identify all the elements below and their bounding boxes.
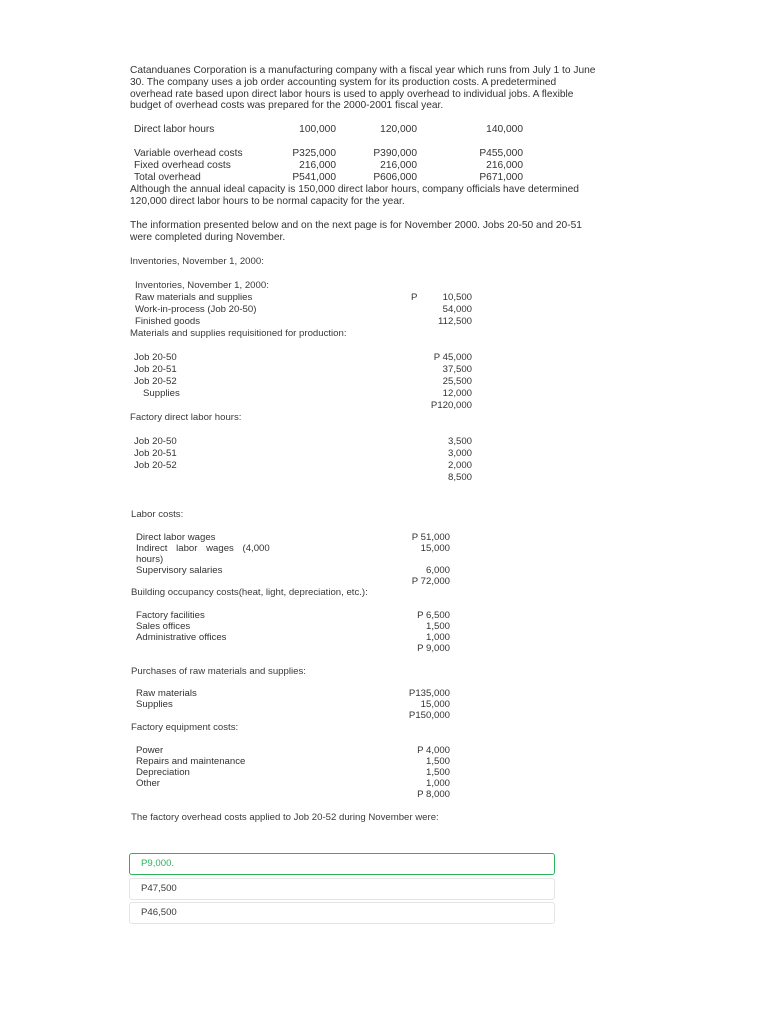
answer-choice[interactable]: P47,500 bbox=[129, 878, 555, 900]
item-label: Raw materials and supplies bbox=[135, 292, 253, 303]
item-label: Supplies bbox=[143, 388, 180, 399]
item-label: Indirect labor wages (4,000 bbox=[136, 543, 270, 554]
budget-hours-label: Direct labor hours bbox=[134, 124, 215, 135]
labor-costs-heading: Labor costs: bbox=[131, 509, 184, 520]
item-label: Administrative offices bbox=[136, 632, 227, 643]
item-value: 1,500 bbox=[425, 756, 450, 767]
item-label: Power bbox=[136, 745, 164, 756]
inventories-subheading: Inventories, November 1, 2000: bbox=[135, 280, 269, 291]
currency-prefix: P bbox=[411, 292, 418, 303]
list-item bbox=[134, 364, 474, 376]
item-value: P 6,500 bbox=[417, 610, 450, 621]
budget-row-label: Fixed overhead costs bbox=[134, 160, 231, 171]
labor-hours-heading: Factory direct labor hours: bbox=[130, 412, 242, 423]
list-item bbox=[134, 388, 474, 400]
total-value: 8,500 bbox=[447, 472, 472, 483]
item-label: Finished goods bbox=[135, 316, 201, 327]
budget-hours-3: 140,000 bbox=[486, 124, 523, 135]
item-value: 112,500 bbox=[438, 316, 472, 327]
item-value: 1,000 bbox=[425, 632, 450, 643]
list-total bbox=[136, 789, 456, 801]
list-item bbox=[134, 436, 474, 448]
info-note: The information presented below and on the next page is for November 2000. Jobs 20-50 and 20-51 were completed during November. bbox=[130, 220, 582, 243]
total-value: P150,000 bbox=[408, 710, 450, 721]
budget-row-label: Variable overhead costs bbox=[134, 148, 243, 159]
budget-cell: P606,000 bbox=[373, 172, 417, 183]
item-value: 25,500 bbox=[442, 376, 472, 387]
item-label: hours) bbox=[136, 554, 164, 565]
item-value: 1,500 bbox=[425, 767, 450, 778]
item-value: 54,000 bbox=[442, 304, 472, 315]
item-label: Job 20-52 bbox=[134, 460, 177, 471]
list-item bbox=[135, 304, 475, 316]
item-label: Work-in-process (Job 20-50) bbox=[135, 304, 257, 315]
equipment-heading: Factory equipment costs: bbox=[131, 722, 239, 733]
item-value: 6,000 bbox=[425, 565, 450, 576]
list-item bbox=[135, 292, 475, 304]
intro-paragraph: Catanduanes Corporation is a manufacturing company with a fiscal year which runs from July 1 to June 30. The company uses a job order accounting system for its production costs. A predetermined overhead rate based upon direct labor hours is used to apply overhead to individual jobs. A flexible budget of overhead costs was prepared for the 2000-2001 fiscal year. bbox=[130, 65, 596, 112]
item-label: Direct labor wages bbox=[136, 532, 216, 543]
budget-cell: P455,000 bbox=[479, 148, 523, 159]
budget-cell: P390,000 bbox=[373, 148, 417, 159]
list-total bbox=[136, 643, 456, 655]
list-item bbox=[134, 376, 474, 388]
item-value: P 4,000 bbox=[417, 745, 450, 756]
list-total bbox=[136, 710, 456, 722]
item-value: 2,000 bbox=[447, 460, 472, 471]
question-text: The factory overhead costs applied to Job 20-52 during November were: bbox=[131, 812, 439, 823]
budget-hours-1: 100,000 bbox=[299, 124, 336, 135]
item-value: 15,000 bbox=[420, 543, 450, 554]
list-item bbox=[134, 448, 474, 460]
item-label: Job 20-51 bbox=[134, 448, 177, 459]
item-value: 1,000 bbox=[425, 778, 450, 789]
item-value: 10,500 bbox=[442, 292, 472, 303]
item-label: Job 20-50 bbox=[134, 436, 177, 447]
occupancy-heading: Building occupancy costs(heat, light, depreciation, etc.): bbox=[131, 587, 368, 598]
capacity-note: Although the annual ideal capacity is 150,000 direct labor hours, company officials have determined 120,000 direct labor hours to be normal capacity for the year. bbox=[130, 184, 579, 207]
item-value: 12,000 bbox=[442, 388, 472, 399]
item-value: 3,000 bbox=[447, 448, 472, 459]
item-label: Depreciation bbox=[136, 767, 190, 778]
budget-cell: 216,000 bbox=[299, 160, 336, 171]
budget-cell: P671,000 bbox=[479, 172, 523, 183]
item-label: Repairs and maintenance bbox=[136, 756, 246, 767]
total-value: P 72,000 bbox=[411, 576, 450, 587]
list-item bbox=[134, 352, 474, 364]
total-value: P 8,000 bbox=[417, 789, 450, 800]
item-label: Supervisory salaries bbox=[136, 565, 223, 576]
item-label: Raw materials bbox=[136, 688, 197, 699]
item-value: 37,500 bbox=[442, 364, 472, 375]
item-label: Job 20-51 bbox=[134, 364, 177, 375]
materials-heading: Materials and supplies requisitioned for production: bbox=[130, 328, 347, 339]
list-item bbox=[134, 460, 474, 472]
purchases-heading: Purchases of raw materials and supplies: bbox=[131, 666, 306, 677]
answer-choice-selected[interactable]: P9,000. bbox=[129, 853, 555, 875]
budget-hours-2: 120,000 bbox=[380, 124, 417, 135]
budget-cell: P541,000 bbox=[292, 172, 336, 183]
item-label: Factory facilities bbox=[136, 610, 205, 621]
answer-choice[interactable]: P46,500 bbox=[129, 902, 555, 924]
item-value: 15,000 bbox=[420, 699, 450, 710]
budget-row-label: Total overhead bbox=[134, 172, 201, 183]
item-label: Other bbox=[136, 778, 160, 789]
item-value: P 45,000 bbox=[433, 352, 472, 363]
item-label: Sales offices bbox=[136, 621, 191, 632]
item-value: P 51,000 bbox=[411, 532, 450, 543]
item-value: P135,000 bbox=[408, 688, 450, 699]
list-total bbox=[134, 472, 474, 484]
budget-cell: 216,000 bbox=[486, 160, 523, 171]
list-total bbox=[134, 400, 474, 412]
inventories-heading: Inventories, November 1, 2000: bbox=[130, 256, 264, 267]
total-value: P 9,000 bbox=[417, 643, 450, 654]
item-value: 3,500 bbox=[447, 436, 472, 447]
list-item bbox=[135, 316, 475, 328]
item-value: 1,500 bbox=[425, 621, 450, 632]
total-value: P120,000 bbox=[430, 400, 472, 411]
budget-cell: 216,000 bbox=[380, 160, 417, 171]
item-label: Supplies bbox=[136, 699, 173, 710]
budget-cell: P325,000 bbox=[292, 148, 336, 159]
item-label: Job 20-52 bbox=[134, 376, 177, 387]
item-label: Job 20-50 bbox=[134, 352, 177, 363]
